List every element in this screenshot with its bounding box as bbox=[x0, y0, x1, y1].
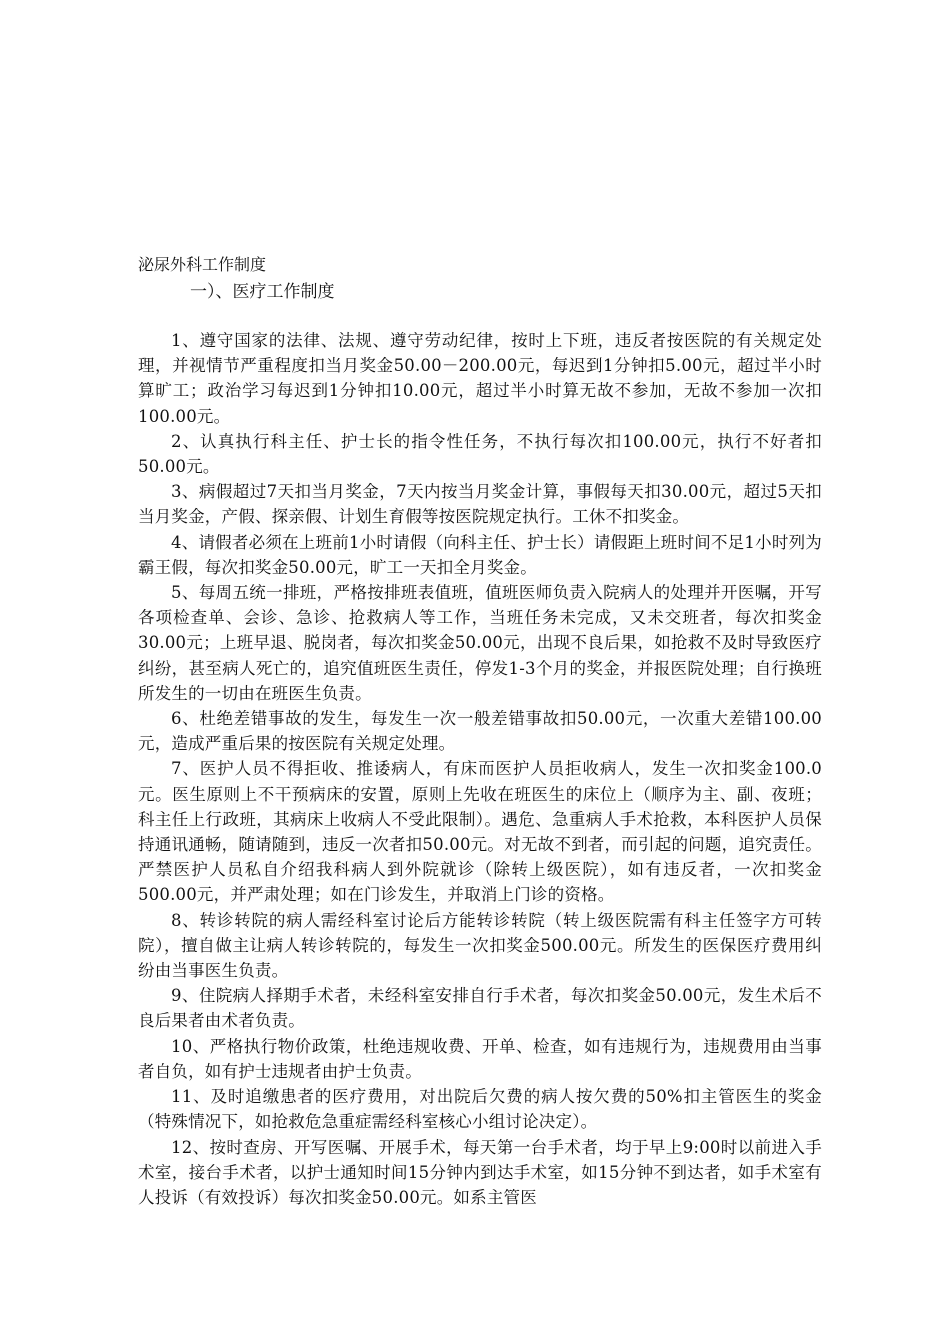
paragraph-2: 2、认真执行科主任、护士长的指令性任务，不执行每次扣100.00元，执行不好者扣50.00元。 bbox=[138, 431, 822, 477]
paragraph-12: 12、按时查房、开写医嘱、开展手术，每天第一台手术者，均于早上9:00时以前进入手术室，接台手术者，以护士通知时间15分钟内到达手术室，如15分钟不到达者，如手术室有人投诉（有效投诉）每次扣奖金50.00元。如系主管医 bbox=[138, 1137, 822, 1207]
paragraph-5: 5、每周五统一排班，严格按排班表值班，值班医师负责入院病人的处理并开医嘱，开写各项检查单、会诊、急诊、抢救病人等工作，当班任务未完成，又未交班者，每次扣奖金30.00元；上班早退、脱岗者，每次扣奖金50.00元，出现不良后果，如抢救不及时导致医疗纠纷，甚至病人死亡的，追究值班医生责任，停发1-3个月的奖金，并报医院处理；自行换班所发生的一切由在班医生负责。 bbox=[138, 583, 822, 703]
document-body bbox=[138, 252, 822, 1210]
section-title: 一）、医疗工作制度 bbox=[190, 282, 335, 302]
paragraph-3: 3、病假超过7天扣当月奖金，7天内按当月奖金计算，事假每天扣30.00元，超过5天扣当月奖金，产假、探亲假、计划生育假等按医院规定执行。工休不扣奖金。 bbox=[138, 482, 822, 527]
paragraph-8: 8、转诊转院的病人需经科室讨论后方能转诊转院（转上级医院需有科主任签字方可转院），擅自做主让病人转诊转院的，每发生一次扣奖金500.00元。所发生的医保医疗费用纠纷由当事医生负责。 bbox=[138, 910, 822, 981]
document-title: 泌尿外科工作制度 bbox=[138, 255, 267, 274]
paragraph-4: 4、请假者必须在上班前1小时请假（向科主任、护士长）请假距上班时间不足1小时列为霸王假，每次扣奖金50.00元，旷工一天扣全月奖金。 bbox=[138, 532, 822, 577]
paragraph-6: 6、杜绝差错事故的发生，每发生一次一般差错事故扣50.00元，一次重大差错100.00元，造成严重后果的按医院有关规定处理。 bbox=[138, 709, 822, 754]
paragraph-1: 1、遵守国家的法律、法规、遵守劳动纪律，按时上下班，违反者按医院的有关规定处理，并视情节严重程度扣当月奖金50.00－200.00元，每迟到1分钟扣5.00元，超过半小时算旷工；政治学习每迟到1分钟扣10.00元，超过半小时算无故不参加，无故不参加一次扣100.00元。 bbox=[138, 331, 822, 426]
paragraph-9: 9、住院病人择期手术者，未经科室安排自行手术者，每次扣奖金50.00元，发生术后不良后果者由术者负责。 bbox=[138, 986, 822, 1031]
paragraph-7: 7、医护人员不得拒收、推诿病人，有床而医护人员拒收病人，发生一次扣奖金100.0元。医生原则上不干预病床的安置，原则上先收在班医生的床位上（顺序为主、副、夜班；科主任上行政班，其病床上收病人不受此限制）。遇危、急重病人手术抢救，本科医护人员保持通讯通畅，随请随到，违反一次者扣50.00元。对无故不到者，而引起的问题，追究责任。严禁医护人员私自介绍我科病人到外院就诊（除转上级医院），如有违反者，一次扣奖金500.00元，并严肃处理；如在门诊发生，并取消上门诊的资格。 bbox=[138, 759, 822, 905]
paragraph-10: 10、严格执行物价政策，杜绝违规收费、开单、检查，如有违规行为，违规费用由当事者自负，如有护士违规者由护士负责。 bbox=[138, 1036, 822, 1081]
paragraph-11: 11、及时追缴患者的医疗费用，对出院后欠费的病人按欠费的50%扣主管医生的奖金（特殊情况下，如抢救危急重症需经科室核心小组讨论决定）。 bbox=[138, 1087, 822, 1132]
